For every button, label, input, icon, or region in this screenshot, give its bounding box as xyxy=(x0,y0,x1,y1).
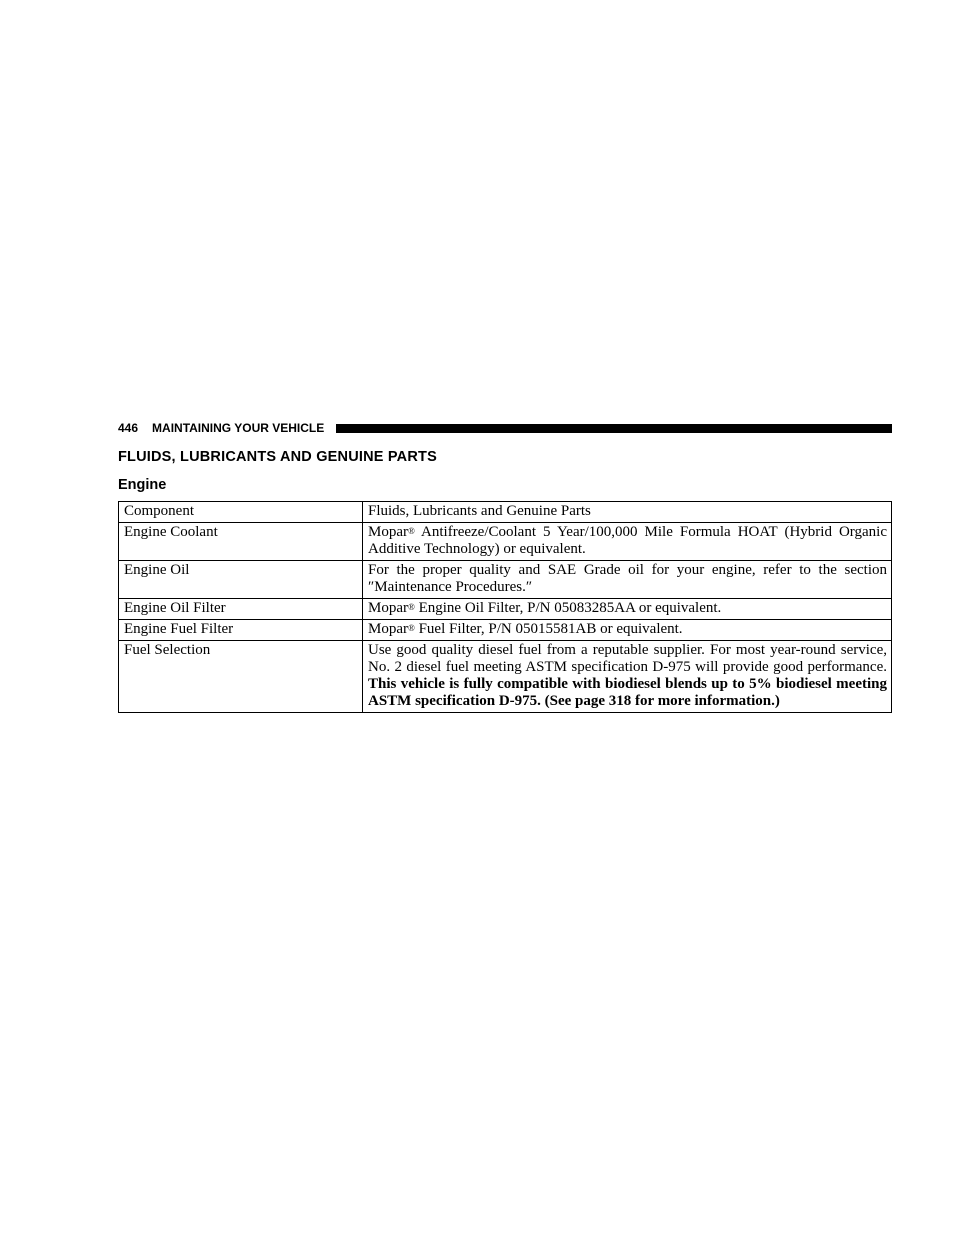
section-heading: FLUIDS, LUBRICANTS AND GENUINE PARTS xyxy=(118,449,437,465)
cell-bold-note: This vehicle is fully compatible with biodiesel blends up to 5% biodiesel meeting ASTM specification D-975. (See page 318 for more information.) xyxy=(368,676,887,709)
brand-name: Mopar xyxy=(368,600,408,616)
cell-text: Fuel Filter, P/N 05015581AB or equivalent. xyxy=(414,621,683,637)
cell-fluid: For the proper quality and SAE Grade oil for your engine, refer to the section ″Maintenance Procedures.″ xyxy=(363,561,892,599)
page-number: 446 xyxy=(118,421,139,435)
fluids-table xyxy=(118,501,892,713)
cell-fluid xyxy=(363,641,892,713)
cell-text: Use good quality diesel fuel from a reputable supplier. For most year-round service, No. 2 diesel fuel meeting ASTM specification D-975 will provide good performance. xyxy=(368,642,887,675)
cell-text: Antifreeze/Coolant 5 Year/100,000 Mile Formula HOAT (Hybrid Organic Additive Technology) or equivalent. xyxy=(368,524,887,557)
cell-fluid xyxy=(363,620,892,641)
page-header xyxy=(118,418,892,438)
cell-text: Engine Oil Filter, P/N 05083285AA or equivalent. xyxy=(414,600,722,616)
cell-component: Fuel Selection xyxy=(119,641,363,713)
running-section-title: MAINTAINING YOUR VEHICLE xyxy=(152,421,325,435)
cell-component: Engine Coolant xyxy=(119,523,363,561)
table-row-engine-fuel-filter xyxy=(119,620,892,641)
brand-name: Mopar xyxy=(368,524,408,540)
column-header-fluids: Fluids, Lubricants and Genuine Parts xyxy=(363,502,892,523)
sub-heading-engine: Engine xyxy=(118,477,167,493)
cell-component: Engine Fuel Filter xyxy=(119,620,363,641)
cell-fluid xyxy=(363,523,892,561)
registered-mark: ® xyxy=(408,602,415,612)
table-row-engine-oil-filter xyxy=(119,599,892,620)
header-rule-bar xyxy=(336,424,892,433)
column-header-component: Component xyxy=(119,502,363,523)
table-row-engine-oil xyxy=(119,561,892,599)
table-row-fuel-selection xyxy=(119,641,892,713)
table-header-row xyxy=(119,502,892,523)
cell-fluid xyxy=(363,599,892,620)
cell-component: Engine Oil xyxy=(119,561,363,599)
registered-mark: ® xyxy=(408,526,415,536)
registered-mark: ® xyxy=(408,623,415,633)
table-row-engine-coolant xyxy=(119,523,892,561)
cell-component: Engine Oil Filter xyxy=(119,599,363,620)
brand-name: Mopar xyxy=(368,621,408,637)
